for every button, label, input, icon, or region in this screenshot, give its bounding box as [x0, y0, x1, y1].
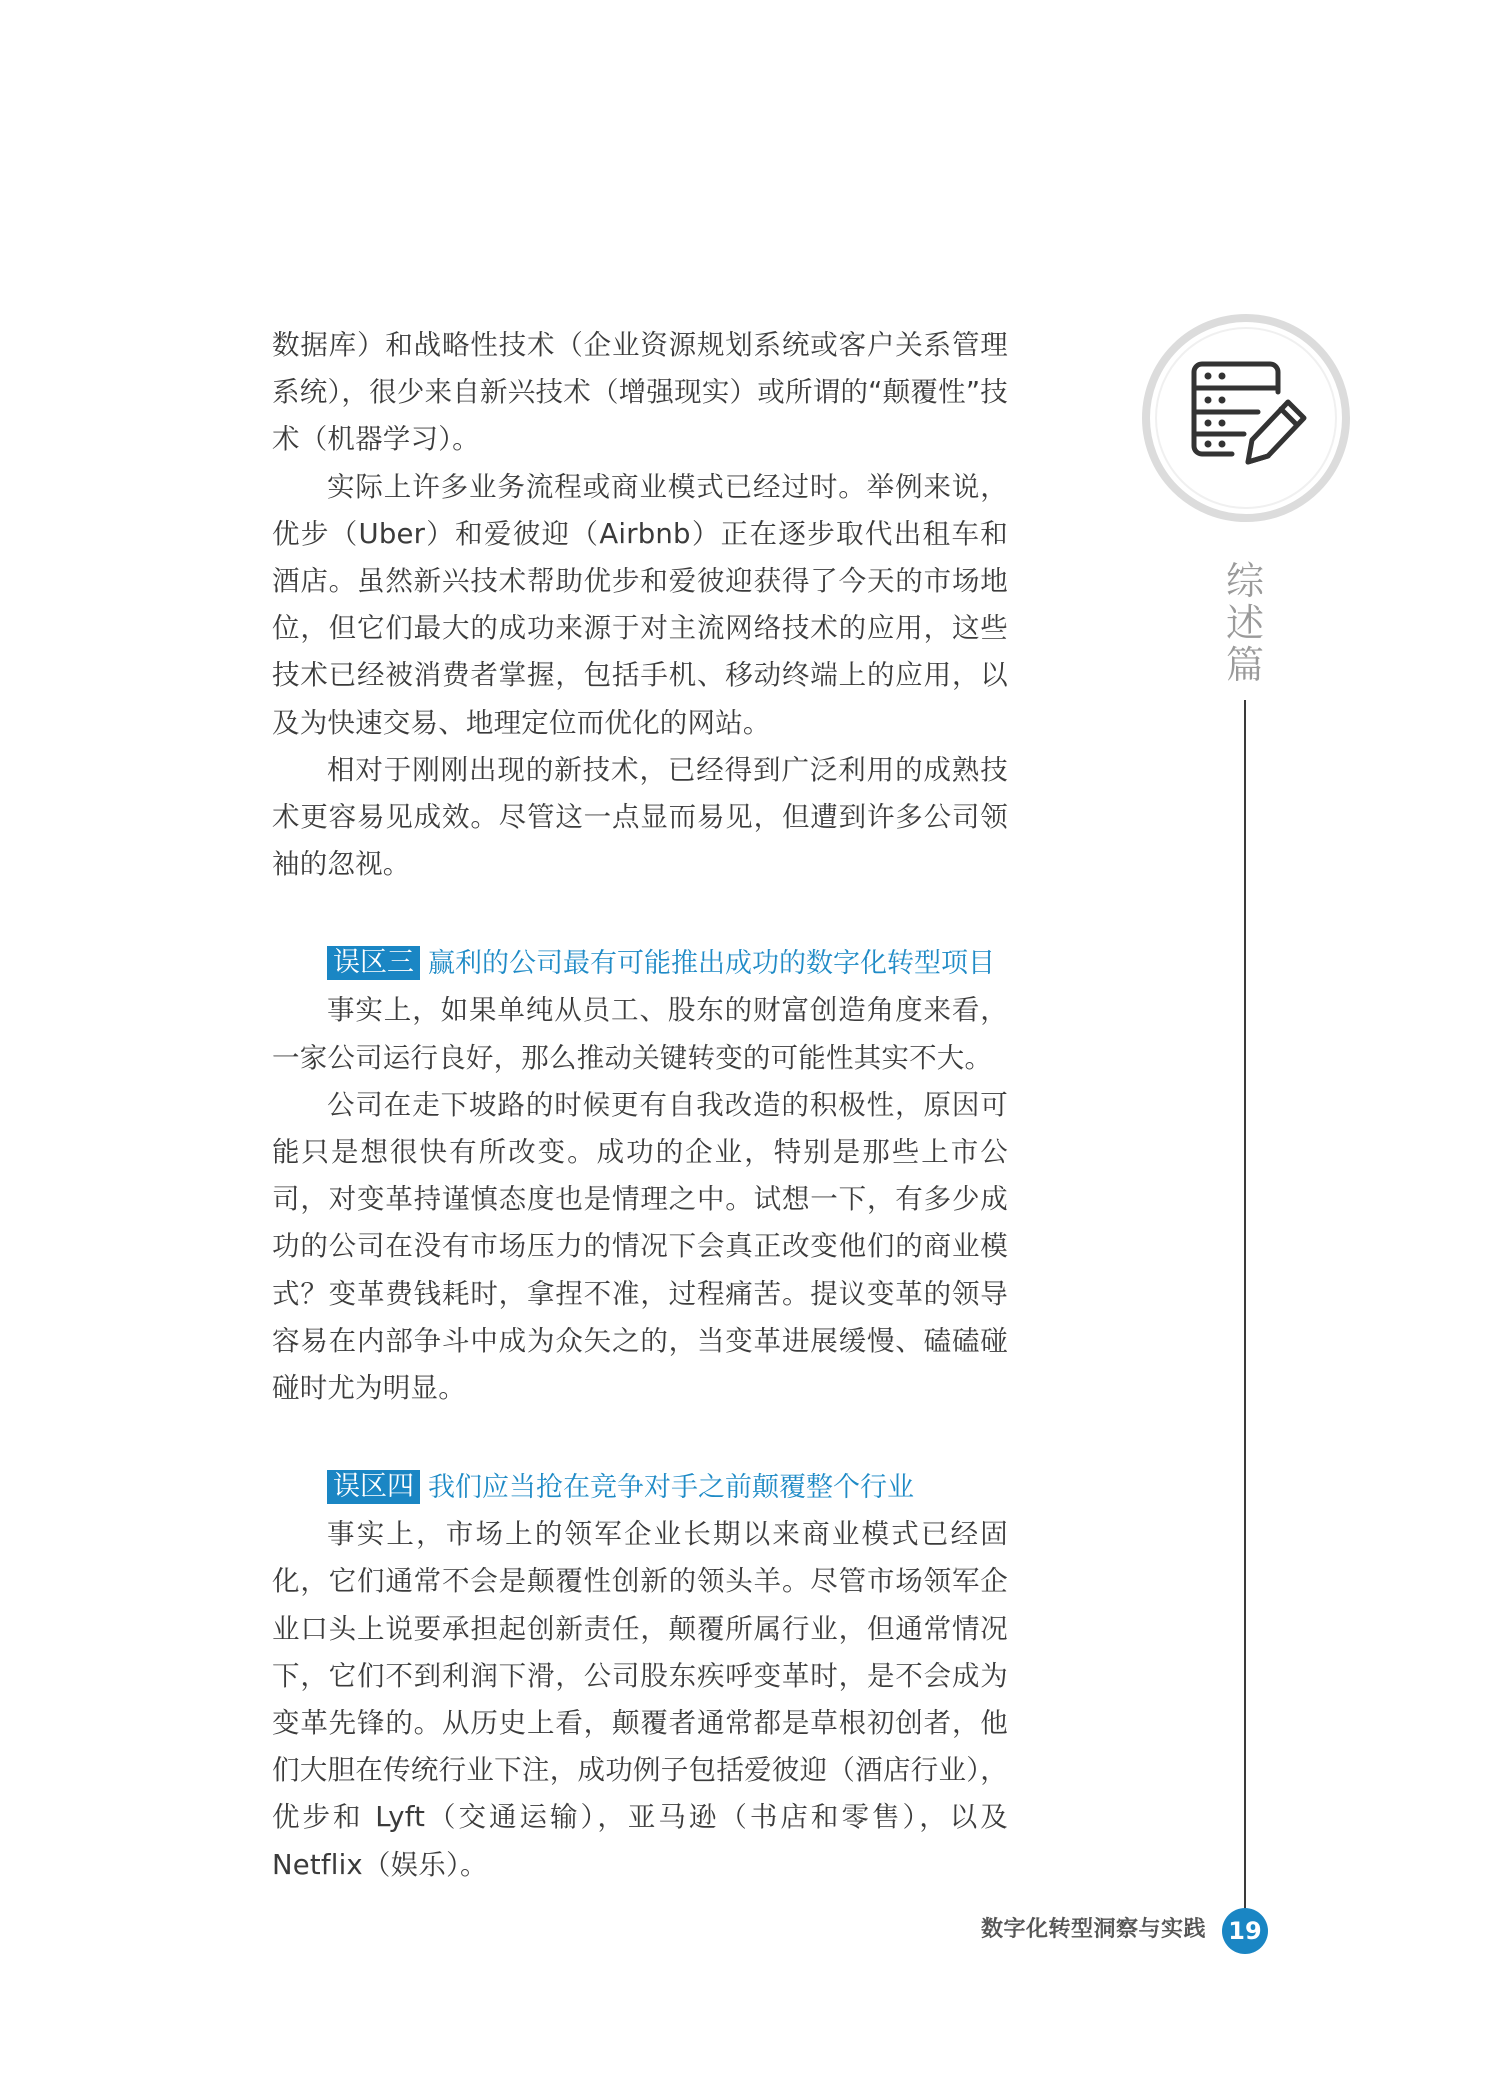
sidebar-divider-line [1244, 700, 1246, 1924]
paragraph-1: 数据库）和战略性技术（企业资源规划系统或客户关系管理系统），很少来自新兴技术（增强现实）或所谓的“颠覆性”技术（机器学习）。 [272, 329, 1008, 456]
section-tag-myth-4: 误区四 [327, 1470, 420, 1504]
side-label-char-3: 篇 [1225, 643, 1264, 687]
section-side-label [1220, 560, 1270, 686]
side-label-char-1: 综 [1225, 559, 1264, 603]
page-number-badge: 19 [1222, 1908, 1268, 1954]
paragraph-5: 公司在走下坡路的时候更有自我改造的积极性，原因可能只是想很快有所改变。成功的企业，特别是那些上市公司，对变革持谨慎态度也是情理之中。试想一下，有多少成功的公司在没有市场压力的情况下会真正改变他们的商业模式？变革费钱耗时，拿捏不准，过程痛苦。提议变革的领导容易在内部争斗中成为众矢之的，当变革进展缓慢、磕磕碰碰时尤为明显。 [272, 1088, 1008, 1405]
section-heading-myth-4 [327, 1464, 1008, 1511]
paragraph-6: 事实上，市场上的领军企业长期以来商业模式已经固化，它们通常不会是颠覆性创新的领头羊。尽管市场领军企业口头上说要承担起创新责任，颠覆所属行业，但通常情况下，它们不到利润下滑，公司股东疾呼变革时，是不会成为变革先锋的。从历史上看，颠覆者通常都是草根初创者，他们大胆在传统行业下注，成功例子包括爱彼迎（酒店行业），优步和 Lyft（交通运输），亚马逊（书店和零售），以及 Netflix（娱乐）。 [272, 1518, 1008, 1881]
paragraph-3: 相对于刚刚出现的新技术，已经得到广泛利用的成熟技术更容易见成效。尽管这一点显而易见，但遭到许多公司领袖的忽视。 [272, 753, 1008, 881]
section-heading-myth-3 [327, 940, 1008, 987]
paragraph-2: 实际上许多业务流程或商业模式已经过时。举例来说，优步（Uber）和爱彼迎（Airbnb）正在逐步取代出租车和酒店。虽然新兴技术帮助优步和爱彼迎获得了今天的市场地位，但它们最大的成功来源于对主流网络技术的应用，这些技术已经被消费者掌握，包括手机、移动终端上的应用，以及为快速交易、地理定位而优化的网站。 [272, 470, 1008, 739]
main-text-column [272, 322, 1008, 1889]
section-title-myth-3: 赢利的公司最有可能推出成功的数字化转型项目 [428, 948, 995, 980]
footer-book-title: 数字化转型洞察与实践 [980, 1917, 1206, 1942]
section-title-myth-4: 我们应当抢在竞争对手之前颠覆整个行业 [428, 1472, 914, 1504]
side-label-char-2: 述 [1225, 601, 1264, 645]
section-tag-myth-3: 误区三 [327, 946, 420, 980]
paragraph-4: 事实上，如果单纯从员工、股东的财富创造角度来看，一家公司运行良好，那么推动关键转变的可能性其实不大。 [272, 994, 1008, 1074]
server-document-edit-icon [1140, 312, 1352, 524]
